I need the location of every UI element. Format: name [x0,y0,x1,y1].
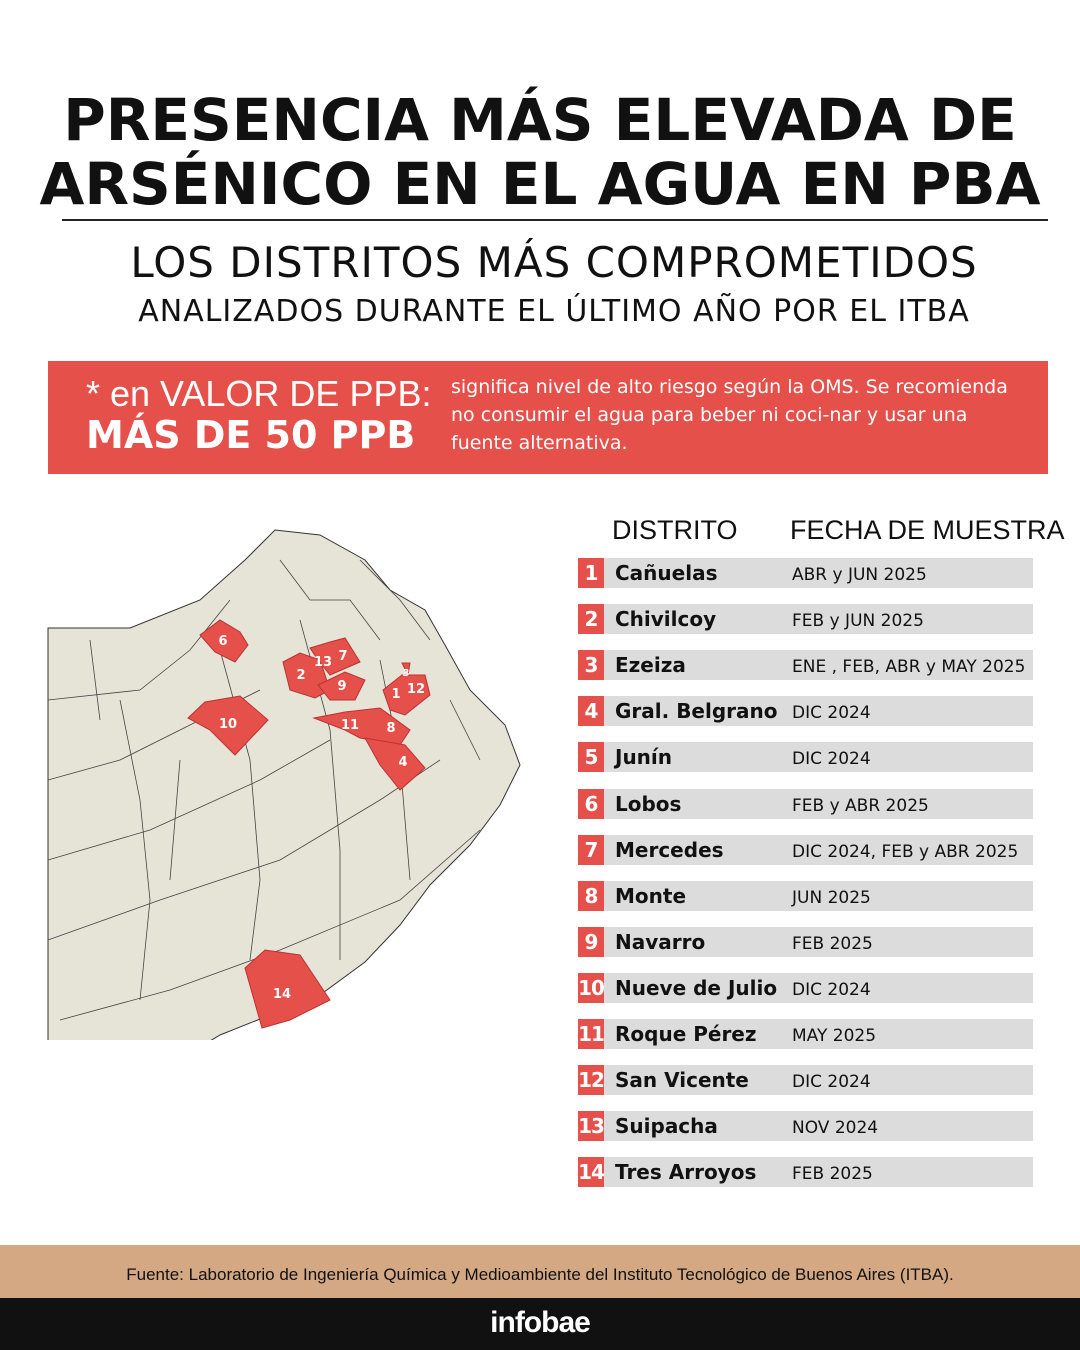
col-header-date: FECHA DE MUESTRA [790,515,1065,545]
table-row [578,835,1033,865]
map-label: 13 [313,655,333,670]
row-number: 2 [578,604,604,634]
table-row [578,789,1033,819]
district-name: Mercedes [615,837,724,862]
map-label: 14 [272,987,292,1002]
sample-date: FEB y ABR 2025 [792,795,929,816]
district-name: Ezeiza [615,653,686,678]
district-name: Navarro [615,929,706,954]
row-number: 11 [578,1019,604,1049]
row-number: 7 [578,835,604,865]
district-name: Monte [615,883,687,908]
table-row [578,1111,1033,1141]
row-number: 8 [578,881,604,911]
map-label: 12 [406,682,426,697]
map-label: 8 [386,721,396,736]
sample-date: DIC 2024 [792,979,871,1000]
district-name: Lobos [615,791,682,816]
row-number: 5 [578,742,604,772]
row-number: 1 [578,558,604,588]
map-label: 11 [340,718,360,733]
district-name: San Vicente [615,1068,749,1093]
title-line-2: ARSÉNICO EN EL AGUA EN PBA [39,150,1041,218]
map-label: 4 [398,755,408,770]
district-name: Nueve de Julio [615,975,778,1000]
sample-date: DIC 2024 [792,1072,871,1093]
divider [62,219,1048,221]
sample-date: DIC 2024 [792,703,871,724]
map-label: 2 [296,668,306,683]
subtitle-2: ANALIZADOS DURANTE EL ÚLTIMO AÑO POR EL ITBA [138,294,970,329]
subtitle: LOS DISTRITOS MÁS COMPROMETIDOS [130,238,978,287]
row-number: 13 [578,1111,604,1141]
sample-date: MAY 2025 [792,1026,877,1046]
district-name: Tres Arroyos [615,1160,757,1185]
district-name: Roque Pérez [615,1022,757,1046]
table-row [578,927,1033,957]
banner-line-1: * en VALOR DE PPB: [86,373,432,414]
sample-date: FEB 2025 [792,1164,873,1185]
sample-date: DIC 2024, FEB y ABR 2025 [792,841,1019,862]
title-line-1: PRESENCIA MÁS ELEVADA DE [63,86,1017,154]
district-name: Suipacha [615,1114,718,1139]
table-row [578,881,1033,911]
map-label: 10 [218,717,238,732]
map-label: 1 [391,687,401,702]
row-number: 3 [578,650,604,680]
col-header-district: DISTRITO [612,515,738,545]
table-row [578,1065,1033,1095]
table-row [578,1019,1033,1049]
table-row [578,650,1033,680]
sample-date: FEB y JUN 2025 [792,611,924,632]
district-name: Junín [615,745,673,770]
sample-date: NOV 2024 [792,1118,879,1139]
row-number: 6 [578,789,604,819]
sample-date: DIC 2024 [792,749,871,770]
row-number: 12 [578,1065,604,1095]
table-row [578,1157,1033,1187]
table-row [578,558,1033,588]
sample-date: ENE , FEB, ABR y MAY 2025 [792,657,1026,678]
map-label: 7 [338,649,348,664]
row-number: 14 [578,1157,604,1187]
row-number: 9 [578,927,604,957]
map-label: 6 [218,634,228,649]
district-name: Chivilcoy [615,607,717,632]
row-number: 10 [578,973,604,1003]
risk-banner [48,361,1048,474]
sample-date: ABR y JUN 2025 [792,565,927,585]
map-label: 3 [402,668,410,679]
source-footer: Fuente: Laboratorio de Ingeniería Química y Medioambiente del Instituto Tecnológico de Buenos Aires (ITBA). [0,1245,1080,1298]
table-row [578,604,1033,634]
table-row [578,973,1033,1003]
province-map [40,520,540,1040]
table-row [578,742,1033,772]
district-name: Cañuelas [615,561,718,585]
row-number: 4 [578,696,604,726]
map-label: 9 [337,679,347,694]
main-title [0,88,1080,216]
district-name: Gral. Belgrano [615,699,778,724]
infobae-logo: infobae [0,1298,1080,1350]
sample-date: FEB 2025 [792,933,873,954]
banner-line-2: MÁS DE 50 PPB [86,413,416,457]
sample-date: JUN 2025 [792,887,871,908]
banner-description: significa nivel de alto riesgo según la OMS. Se recomienda no consumir el agua para beber ni coci-nar y usar una fuente alternativa. [451,376,1008,454]
table-row [578,696,1033,726]
